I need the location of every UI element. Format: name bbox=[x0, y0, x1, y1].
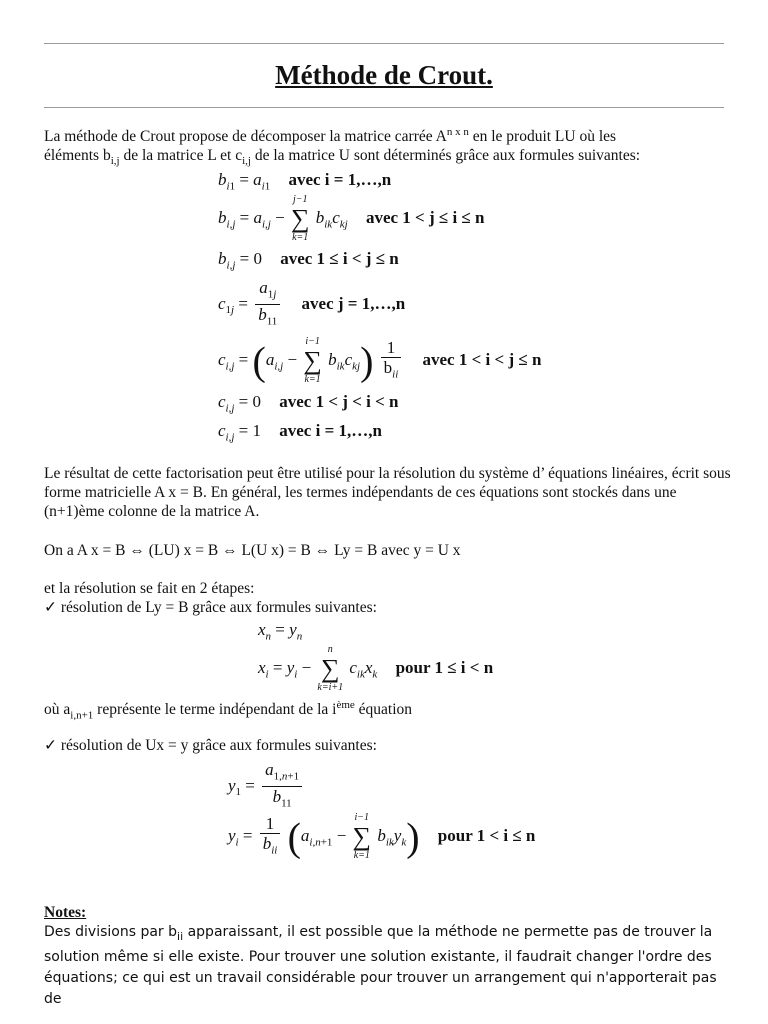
factorisation-paragraph: Le résultat de cette factorisation peut être utilisé pour la résolution du système d’ équations linéaires, écrit sous forme matricielle A x = B. En général, les termes indépendants de ces équations sont stockés dans une (n+1)ème colonne de la matrice A. bbox=[44, 465, 731, 520]
formula-b-ij-zero: $b_{i,j} = 0$ avec 1 ≤ i < j ≤ n bbox=[218, 249, 399, 272]
formula-b-i1: $b_{i1} = a_{i1}$ avec i = 1,…,n bbox=[218, 170, 392, 193]
formula-b-ij-sum: $b_{i,j} = a_{i,j}$ − j−1 ∑ k=1 $b_{ik}c_{kj}$ avec 1 < j ≤ i ≤ n bbox=[218, 194, 485, 243]
formula-y-i: $y_i$ = $\frac{1}{b_{ii}}$ ($a_{i,n+1}$ − i−1 ∑ k=1 $b_{ik}y_k$) pour 1 < i ≤ n bbox=[228, 812, 536, 861]
formula-x-i: $x_i = y_i$ − n ∑ k=i+1 $c_{ik}x_k$ pour 1 ≤ i < n bbox=[258, 644, 494, 693]
formula-x-n: $x_n = y_n$ bbox=[258, 620, 303, 643]
title-rule bbox=[44, 107, 724, 108]
formula-c-ij-zero: $c_{i,j} = 0$ avec 1 < j < i < n bbox=[218, 392, 399, 415]
step2-label: ✓ résolution de Ux = y grâce aux formules suivantes: bbox=[44, 737, 377, 754]
top-rule bbox=[44, 43, 724, 44]
independent-term-note: où $a_{i,n+1}$ représente le terme indépendant de la $i^{ème}$ équation bbox=[44, 699, 413, 722]
formula-c-ii-one: $c_{i,j} = 1$ avec i = 1,…,n bbox=[218, 421, 382, 444]
step1-label: ✓ résolution de Ly = B grâce aux formules suivantes: bbox=[44, 599, 377, 616]
notes-text: Des divisions par $b_{ii}$ apparaissant, il est possible que la méthode ne permette pas de trouver la solution même si elle existe. Pour trouver une solution existante, il faudrait changer l'ordre des équations; ce qui est un travail considérable pour trouver un arrangement qui n'apporterait pas de bbox=[44, 924, 717, 1007]
notes-heading: Notes: bbox=[44, 904, 87, 921]
page-title: Méthode de Crout. bbox=[275, 60, 493, 90]
formula-y-1: $y_1$ = $\frac{a_{1,n+1}}{b_{11}}$ bbox=[228, 760, 305, 814]
intro-paragraph: La méthode de Crout propose de décomposer la matrice carrée $A^{n x n}$ en le produit LU où les éléments $b_{i,j}$ de la matrice L et $c_{i,j}$ de la matrice U sont déterminés grâce aux formules suivantes: bbox=[44, 126, 641, 168]
formula-c-1j: $c_{1j}$ = $\frac{a_{1j}}{b_{11}}$ avec j = 1,…,n bbox=[218, 278, 406, 328]
formula-c-ij-general: $c_{i,j} = (a_{i,j}$ − i−1 ∑ k=1 $b_{ik}c_{kj}$) $\frac{1}{b_{ii}}$ avec 1 < i < j ≤ n bbox=[218, 336, 542, 385]
steps-intro: et la résolution se fait en 2 étapes: bbox=[44, 580, 255, 597]
equivalence-line: On a A x = B ⇔ (LU) x = B ⇔ L(U x) = B ⇔ Ly = B avec y = U x bbox=[44, 542, 461, 559]
